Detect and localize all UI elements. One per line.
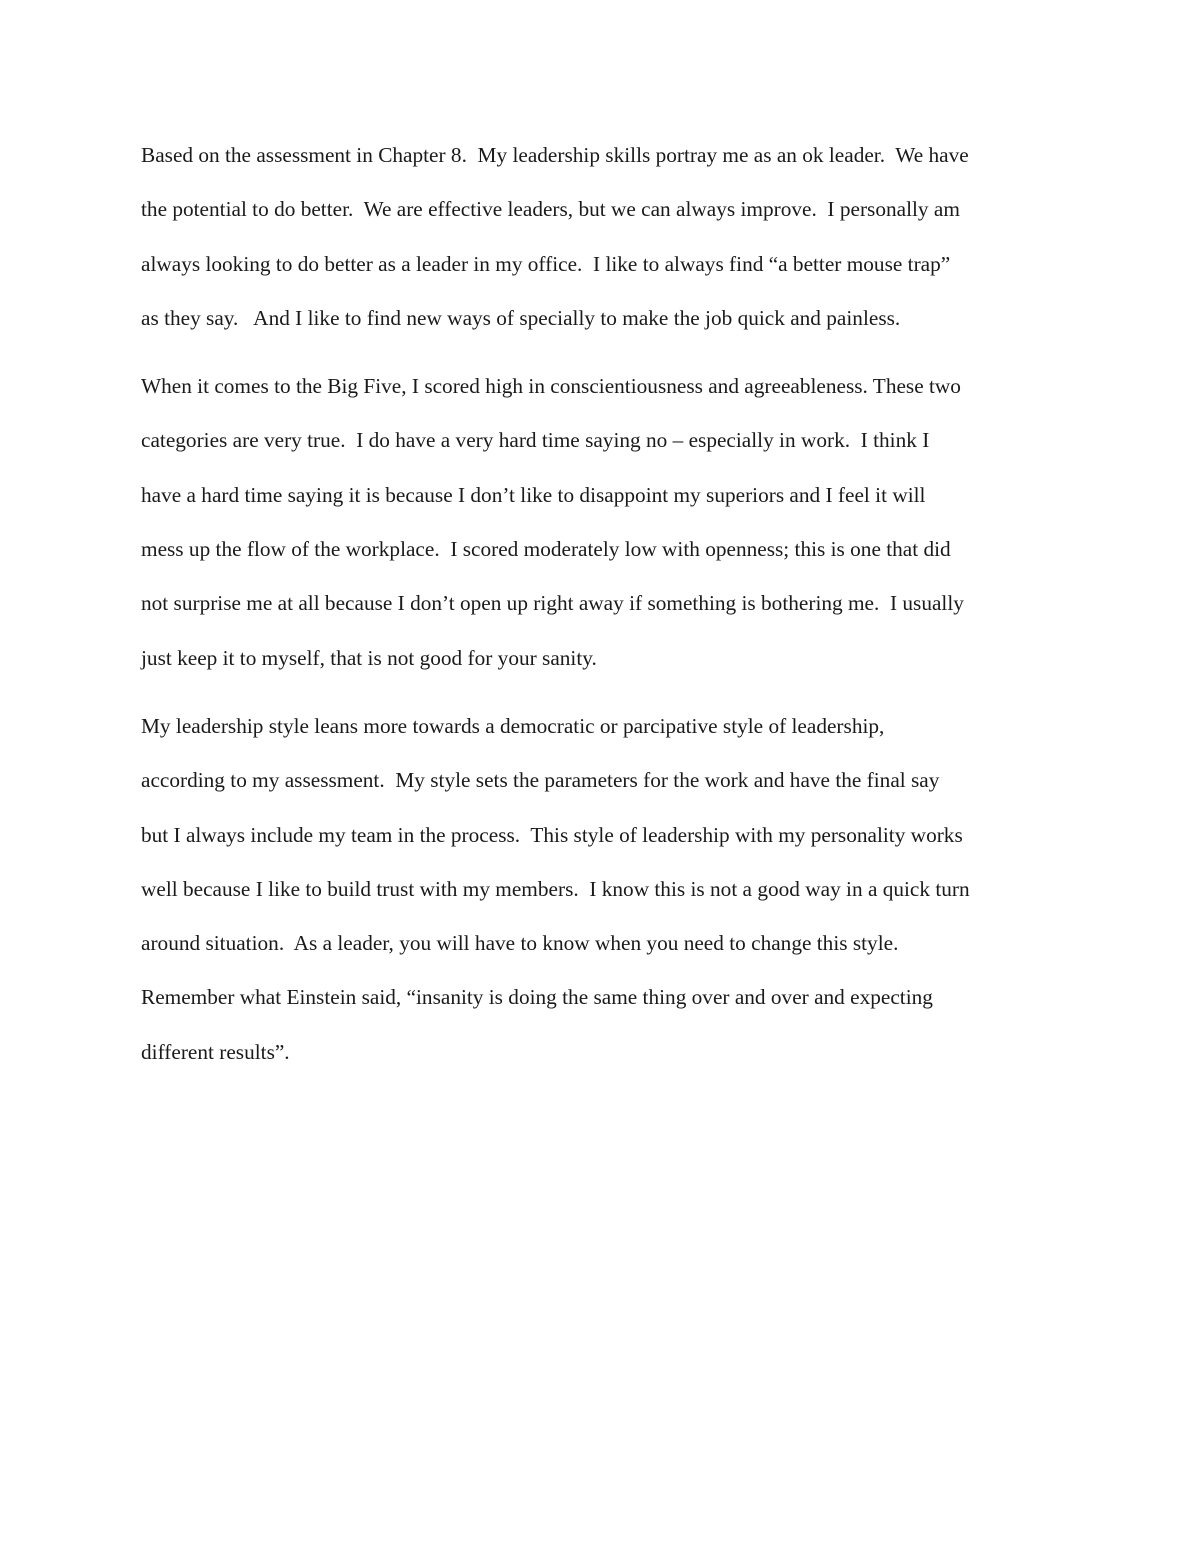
text-line: Based on the assessment in Chapter 8. My leadership skills portray me as an ok leader. We have [141, 143, 969, 167]
text-line: always looking to do better as a leader in my office. I like to always find “a better mouse trap” [141, 251, 951, 276]
text-line: well because I like to build trust with my members. I know this is not a good way in a quick turn [141, 876, 970, 901]
text-line: around situation. As a leader, you will have to know when you need to change this style. [141, 931, 899, 956]
text-line: categories are very true. I do have a very hard time saying no – especially in work. I think I [141, 428, 930, 453]
text-line: just keep it to myself, that is not good for your sanity. [141, 645, 597, 670]
paragraph-leadership-skills [141, 128, 1081, 345]
text-line: but I always include my team in the process. This style of leadership with my personality works [141, 822, 963, 847]
paragraph-big-five [141, 359, 1081, 685]
text-line: as they say. And I like to find new ways of specially to make the job quick and painless. [141, 305, 901, 330]
text-line: mess up the flow of the workplace. I scored moderately low with openness; this is one that did [141, 537, 951, 562]
text-line: not surprise me at all because I don’t open up right away if something is bothering me. I usually [141, 591, 964, 616]
text-line: the potential to do better. We are effective leaders, but we can always improve. I personally am [141, 197, 960, 222]
text-line: My leadership style leans more towards a democratic or parcipative style of leadership, [141, 713, 885, 738]
text-line: When it comes to the Big Five, I scored high in conscientiousness and agreeableness. These two [141, 374, 961, 399]
text-line: have a hard time saying it is because I don’t like to disappoint my superiors and I feel it will [141, 482, 926, 507]
text-line: different results”. [141, 1039, 290, 1064]
text-line: according to my assessment. My style sets the parameters for the work and have the final say [141, 768, 940, 793]
paragraph-leadership-style [141, 699, 1081, 1079]
document-body [141, 128, 1081, 1093]
text-line: Remember what Einstein said, “insanity is doing the same thing over and over and expecting [141, 985, 933, 1010]
